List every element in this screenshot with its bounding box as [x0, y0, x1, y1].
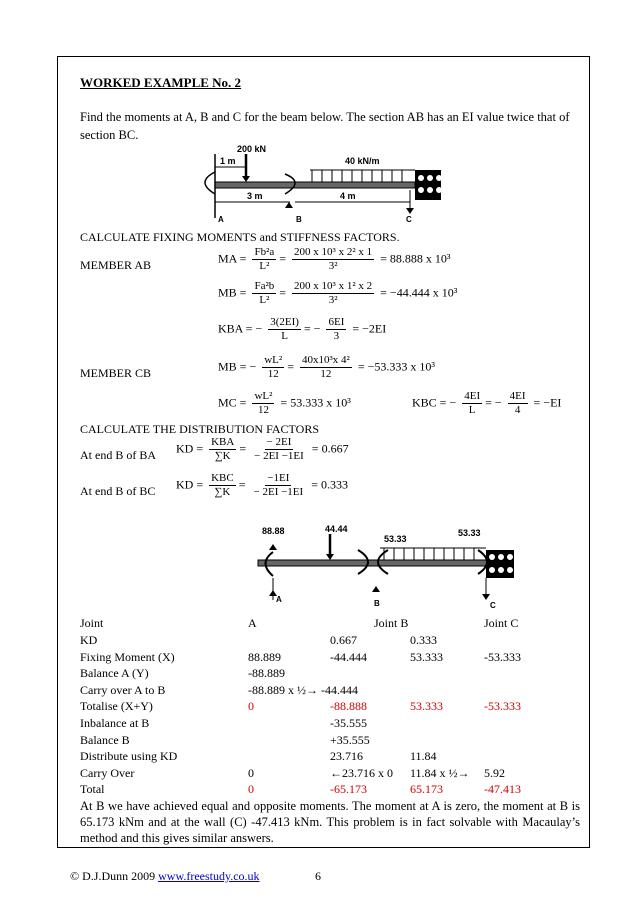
svg-text:1 m: 1 m [220, 156, 236, 166]
svg-text:A: A [218, 215, 224, 224]
problem-statement: Find the moments at A, B and C for the beam below. The section AB has an EI value twice that of section BC. [80, 110, 570, 142]
table-cell: -44.444 [330, 649, 367, 664]
table-row-label: Carry over A to B [80, 682, 166, 697]
wall-support [415, 170, 441, 200]
svg-text:B: B [374, 599, 380, 608]
table-cell: 11.84 x ½→ [410, 765, 470, 780]
svg-text:C: C [406, 215, 412, 224]
conclusion-paragraph: At B we have achieved equal and opposite moments. The moment at A is zero, the moment at B is 65.173 kNm and at the wall (C) -47.413 kNm. This problem is in fact solvable with Macaulay’s method and this gives similar answers. [80, 799, 580, 845]
svg-text:A: A [276, 595, 282, 604]
footer-copyright: © D.J.Dunn 2009 www.freestudy.co.uk [70, 869, 260, 883]
eq-df-bc: KD = $\frac{\text{KBC}}{\sum K}$ = $\frac{-1EI}{- 2EI -1EI}$ = 0.333 [176, 472, 348, 498]
svg-text:B: B [296, 215, 302, 224]
table-header-a: A [248, 616, 257, 630]
example-title: WORKED EXAMPLE No. 2 [80, 75, 242, 90]
table-cell: -35.555 [330, 716, 367, 730]
table-row-label: Total [80, 782, 105, 797]
svg-text:40 kN/m: 40 kN/m [345, 156, 380, 166]
table-cell: -65.173 [330, 782, 367, 797]
table-row-label: KD [80, 633, 98, 647]
table-cell: -53.333 [484, 699, 521, 714]
table-cell: 0.667 [330, 633, 357, 647]
table-row-label: Inbalance at B [80, 716, 150, 730]
svg-text:88.88: 88.88 [262, 526, 285, 536]
table-cell: 5.92 [484, 765, 505, 780]
table-cell: ←23.716 x 0 [330, 765, 393, 780]
table-cell: -53.333 [484, 649, 521, 664]
svg-text:53.33: 53.33 [458, 528, 481, 538]
table-cell: 0 [248, 699, 254, 714]
table-cell: 0 [248, 782, 254, 797]
table-row-label: Carry Over [80, 765, 135, 780]
table-cell: -47.413 [484, 782, 521, 797]
table-cell: -88.888 [330, 699, 367, 714]
table-row-label: Fixing Moment (X) [80, 649, 175, 664]
table-cell: 23.716 [330, 749, 363, 764]
table-header-b: Joint B [374, 616, 409, 630]
table-cell: 0.333 [410, 633, 437, 647]
table-header-joint: Joint [80, 616, 104, 630]
table-cell: 53.333 [410, 649, 443, 664]
df-bc-label: At end B of BC [80, 484, 156, 498]
eq-mb2: MB = − $\frac{\text{wL²}}{12}$ = $\frac{\text{40x10³x 4²}}{12}$ = −53.333 x 10³ [218, 354, 435, 380]
eq-kba: KBA = − $\frac{3(2EI)}{L}$ = − $\frac{6EI}{3}$ = −2EI [218, 316, 387, 342]
svg-text:3 m: 3 m [247, 191, 263, 201]
table-cell: 65.173 [410, 782, 443, 797]
beam-diagram-2 [228, 520, 528, 610]
eq-ma: MA = $\frac{\text{Fb²a}}{\text{L²}}$ = $\frac{\text{200 x 10³ x 2² x 1}}{\text{3²}}$ = 88.888 x 10³ [218, 246, 451, 272]
table-row-label: Balance A (Y) [80, 666, 149, 681]
section-heading-1: CALCULATE FIXING MOMENTS and STIFFNESS FACTORS. [80, 230, 400, 244]
page-number: 6 [315, 869, 321, 883]
beam [215, 182, 415, 188]
eq-mb: MB = $\frac{\text{Fa²b}}{\text{L²}}$ = $\frac{\text{200 x 10³ x 1² x 2}}{\text{3²}}$ = −44.444 x 10³ [218, 280, 458, 306]
table-cell: +35.555 [330, 732, 370, 747]
table-cell: 11.84 [410, 749, 437, 764]
table-cell: 0 [248, 765, 254, 780]
footer-link[interactable]: www.freestudy.co.uk [158, 869, 260, 883]
table-cell: 53.333 [410, 699, 443, 714]
svg-text:4 m: 4 m [340, 191, 356, 201]
table-cell: -88.889 [248, 666, 285, 681]
table-cell: 88.889 [248, 649, 281, 664]
member-ab-label: MEMBER AB [80, 258, 152, 272]
svg-text:C: C [490, 601, 496, 610]
member-cb-label: MEMBER CB [80, 366, 152, 380]
table-row-label: Totalise (X+Y) [80, 699, 153, 714]
beam-diagram-1 [190, 142, 450, 224]
section-heading-2: CALCULATE THE DISTRIBUTION FACTORS [80, 422, 320, 436]
eq-mc: MC = $\frac{\text{wL²}}{12}$ = 53.333 x 10³ [218, 390, 351, 416]
table-cell: -88.889 x ½→ -44.444 [248, 682, 358, 697]
svg-text:53.33: 53.33 [384, 534, 407, 544]
df-ba-label: At end B of BA [80, 448, 156, 462]
table-row-label: Balance B [80, 732, 130, 747]
svg-text:44.44: 44.44 [325, 524, 348, 534]
table-row-label: Distribute using KD [80, 749, 178, 764]
eq-kbc: KBC = − $\frac{4EI}{L}$ = − $\frac{4EI}{4}$ = −EI [412, 390, 562, 416]
table-header-c: Joint C [484, 616, 519, 630]
eq-df-ba: KD = $\frac{\text{KBA}}{\sum K}$ = $\frac{- 2EI}{- 2EI -1EI}$ = 0.667 [176, 436, 349, 462]
svg-text:200 kN: 200 kN [237, 144, 267, 154]
